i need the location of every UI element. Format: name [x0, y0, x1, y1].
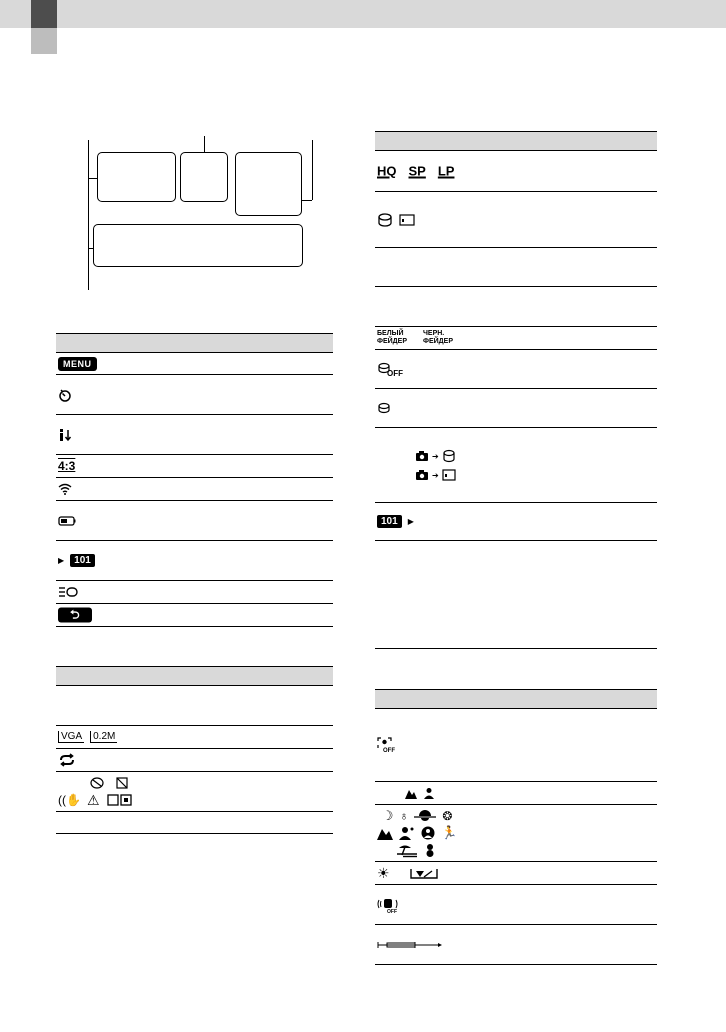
night-portrait-icon — [399, 826, 415, 840]
zoom-bar-icon — [377, 940, 443, 950]
table-row — [56, 455, 333, 478]
table-row — [375, 805, 657, 862]
diagram-box-bottom — [93, 224, 303, 267]
white-balance-icons — [377, 866, 438, 880]
battery-icon — [58, 516, 76, 526]
chapter-tab — [31, 0, 57, 28]
table-row — [56, 541, 333, 581]
table-header — [375, 131, 657, 151]
folder-101-icon: 101 — [377, 515, 402, 528]
fader-icons — [377, 330, 459, 346]
media-icons — [377, 213, 415, 227]
memory-card-icon — [399, 214, 415, 226]
camera-shake-icon: ((✋ — [58, 792, 81, 807]
table-row — [56, 478, 333, 501]
screen-diagram — [80, 130, 320, 290]
sports-icon: 🏃 — [441, 825, 458, 840]
self-timer-icon — [58, 388, 72, 402]
folder-101-icon: 101 — [70, 554, 95, 567]
one-push-wb-icon — [410, 867, 438, 879]
table-row — [375, 287, 657, 327]
disc-single-icon — [377, 401, 391, 415]
table-row — [56, 375, 333, 415]
landscape-icon — [405, 787, 417, 799]
card-warning-icon — [116, 777, 128, 789]
data-code-icon — [58, 586, 78, 598]
table-row — [375, 782, 657, 805]
portrait-icon — [423, 787, 435, 799]
table-row — [56, 604, 333, 627]
table-row — [56, 686, 333, 726]
camera-icon — [415, 450, 429, 462]
fireworks-icon: ❂ — [442, 809, 453, 823]
photo-dest-icons — [415, 449, 456, 481]
night-icon: ☽ — [381, 808, 394, 823]
wifi-icon — [58, 483, 72, 495]
face-off-icon — [377, 737, 395, 753]
warning-triangle-icon: ⚠ — [86, 791, 100, 808]
play-arrow-icon: ▶ — [58, 555, 65, 565]
top-banner — [0, 0, 726, 28]
table-header — [56, 333, 333, 353]
landscape-framed-icon — [377, 826, 393, 840]
disc-warning-icon — [90, 777, 104, 789]
quality-icons — [377, 164, 460, 179]
table-row — [375, 503, 657, 541]
table-row — [56, 772, 333, 812]
table-header — [56, 666, 333, 686]
spotlight-icon — [421, 826, 435, 840]
aspect-ratio-icon: 4:3 — [58, 459, 76, 473]
scene-icons-grid — [377, 809, 457, 857]
arrow-icon: ➔ — [432, 451, 439, 461]
table-row — [375, 885, 657, 925]
table-row — [375, 327, 657, 350]
right-table-2 — [375, 689, 657, 965]
black-fader-label: ЧЕРН. ФЕЙДЕР — [423, 330, 453, 345]
memory-card-icon — [442, 469, 456, 481]
scene-icons-small — [405, 787, 435, 799]
table-row — [56, 749, 333, 772]
menu-button-icon: MENU — [58, 357, 97, 371]
image-size-02m: 0.2M — [90, 731, 117, 743]
disc-icon — [442, 449, 456, 463]
repeat-icon — [58, 754, 76, 766]
arrow-icon: ➔ — [432, 470, 439, 480]
camera-icon — [415, 469, 429, 481]
sunrise-icon — [414, 810, 436, 822]
steadyshot-off-icon — [377, 897, 399, 913]
table-row — [375, 151, 657, 192]
sun-icon: ☀ — [377, 865, 390, 881]
table-row — [375, 709, 657, 782]
play-arrow-icon: ▶ — [407, 516, 414, 526]
return-button-icon: ⮌ — [58, 608, 92, 623]
table-row — [375, 248, 657, 287]
table-row — [375, 541, 657, 649]
right-table-1 — [375, 131, 657, 651]
svg-text:OFF: OFF — [387, 369, 403, 378]
white-fader-label: БЕЛЫЙ ФЕЙДЕР — [377, 330, 407, 345]
disc-icon — [377, 213, 393, 227]
table-row — [56, 581, 333, 604]
diagram-box-top-middle — [180, 152, 228, 202]
candle-icon: ♁ — [399, 809, 409, 823]
disc-off-icon — [377, 361, 401, 377]
svg-text:OFF: OFF — [383, 748, 395, 754]
snow-icon — [423, 843, 437, 857]
warning-icons — [58, 777, 134, 807]
table-row — [375, 350, 657, 389]
mic-level-icon — [58, 428, 74, 442]
quality-hq: HQ — [377, 163, 397, 179]
table-row — [375, 428, 657, 503]
diagram-box-top-right — [235, 152, 302, 216]
quality-lp: LP — [437, 163, 455, 179]
table-header — [375, 689, 657, 709]
table-row — [375, 389, 657, 428]
table-row — [56, 812, 333, 834]
left-table-1 — [56, 333, 333, 628]
svg-text:OFF: OFF — [387, 908, 397, 915]
table-row — [56, 353, 333, 375]
beach-icon — [397, 843, 417, 857]
image-size-icon — [58, 731, 117, 743]
diagram-box-top-left — [97, 152, 176, 202]
table-row — [56, 726, 333, 749]
image-size-vga: VGA — [58, 731, 84, 743]
table-row — [56, 415, 333, 455]
table-row — [56, 501, 333, 541]
table-row — [375, 925, 657, 965]
flash-warning-icon — [106, 793, 134, 807]
table-row — [375, 862, 657, 885]
left-table-2 — [56, 666, 333, 836]
table-row — [375, 192, 657, 248]
chapter-tab-lower — [31, 28, 57, 54]
quality-sp: SP — [408, 163, 426, 179]
